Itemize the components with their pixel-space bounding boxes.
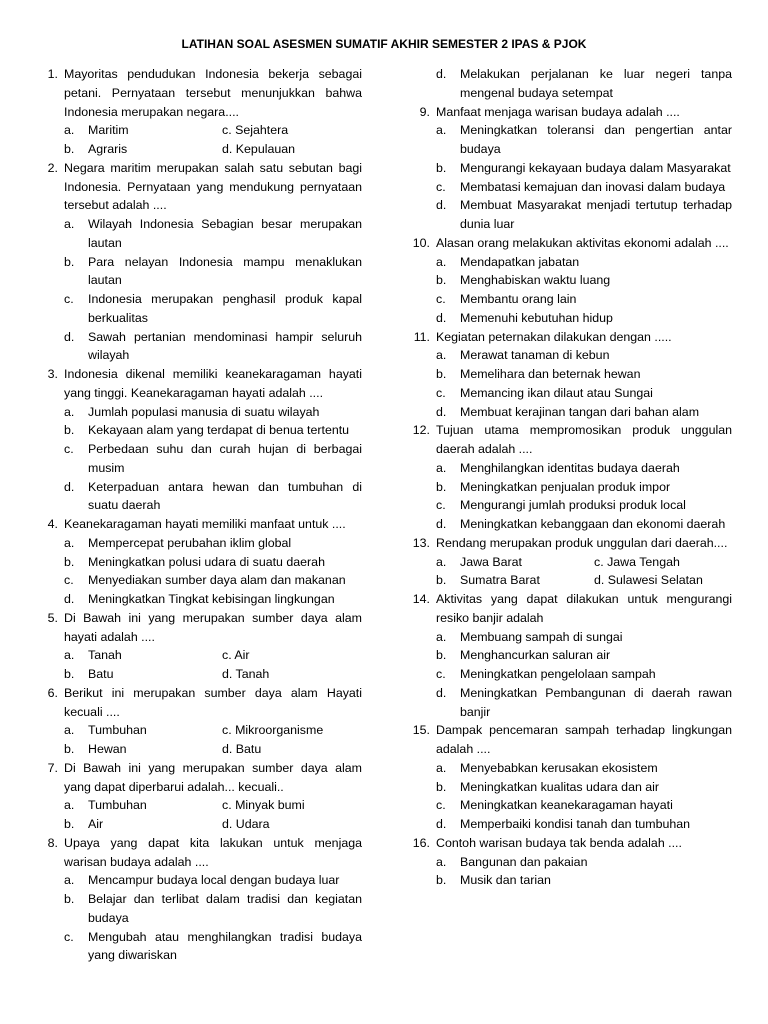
option-text: Meningkatkan polusi udara di suatu daerah xyxy=(88,554,325,569)
answer-option xyxy=(402,496,732,515)
answer-option xyxy=(402,684,732,722)
question-item xyxy=(30,834,362,872)
answer-option xyxy=(30,403,362,422)
option-letter: d. xyxy=(64,592,75,606)
question-number: 7. xyxy=(47,760,58,775)
answer-option xyxy=(402,778,732,797)
question-text: Dampak pencemaran sampah terhadap lingkungan adalah .... xyxy=(436,723,732,756)
option-text: Belajar dan terlibat dalam tradisi dan kegiatan budaya xyxy=(88,892,362,925)
question-text: Keanekaragaman hayati memiliki manfaat untuk .... xyxy=(64,517,346,531)
question-item xyxy=(30,159,362,215)
option-letter: d. xyxy=(436,817,447,831)
question-item xyxy=(402,534,732,553)
left-column xyxy=(30,65,362,965)
option-text: Meningkatkan Tingkat kebisingan lingkungan xyxy=(88,592,335,606)
answer-option xyxy=(402,121,732,159)
option-text: Menghilangkan identitas budaya daerah xyxy=(460,460,680,475)
answer-option xyxy=(30,571,362,590)
option-text: Keterpaduan antara hewan dan tumbuhan di suatu daerah xyxy=(88,479,362,513)
option-text: Menghabiskan waktu luang xyxy=(460,273,611,288)
option-letter: b. xyxy=(436,273,447,288)
option-letter: b. xyxy=(64,423,75,438)
option-text: Membantu orang lain xyxy=(460,292,577,306)
question-item xyxy=(402,590,732,628)
option-letter: c. xyxy=(436,385,446,400)
question-number: 1. xyxy=(47,67,58,81)
option-letter: a. xyxy=(436,554,447,569)
option-text: Merawat tanaman di kebun xyxy=(460,348,610,363)
option-letter: a. xyxy=(64,123,75,138)
option-text: Membuat Masyarakat menjadi tertutup terhadap dunia luar xyxy=(460,198,732,231)
question-item xyxy=(30,609,362,647)
option-text: Memenuhi kebutuhan hidup xyxy=(460,310,613,325)
option-letter: c. xyxy=(436,498,446,513)
option-letter: b. xyxy=(64,254,75,269)
answer-option xyxy=(30,534,362,553)
option-text-secondary: d. Tanah xyxy=(222,667,270,681)
option-letter: b. xyxy=(64,667,75,681)
answer-option xyxy=(402,178,732,197)
option-text: Memelihara dan beternak hewan xyxy=(460,367,641,381)
right-column xyxy=(402,65,732,890)
option-text: Mengurangi jumlah produksi produk local xyxy=(460,498,686,513)
question-item xyxy=(30,65,362,121)
question-item xyxy=(402,328,732,347)
answer-option xyxy=(402,196,732,234)
question-text: Di Bawah ini yang merupakan sumber daya alam yang dapat diperbarui adalah... kecuali.. xyxy=(64,760,362,794)
option-letter: c. xyxy=(64,292,74,306)
option-text: Wilayah Indonesia Sebagian besar merupakan lautan xyxy=(88,217,362,250)
question-number: 14. xyxy=(412,592,430,606)
answer-option-pair xyxy=(402,553,732,572)
option-text: Memperbaiki kondisi tanah dan tumbuhan xyxy=(460,817,691,831)
option-text: Tumbuhan xyxy=(88,798,147,813)
option-text: Membuang sampah di sungai xyxy=(460,629,623,644)
question-text: Upaya yang dapat kita lakukan untuk menjaga warisan budaya adalah .... xyxy=(64,835,362,869)
question-text: Manfaat menjaga warisan budaya adalah .... xyxy=(436,104,680,119)
option-letter: d. xyxy=(436,404,447,419)
option-letter: b. xyxy=(436,873,447,888)
answer-option xyxy=(402,384,732,403)
option-text-secondary: d. Kepulauan xyxy=(222,142,296,156)
option-text-secondary: c. Mikroorganisme xyxy=(222,723,324,738)
option-text: Menyebabkan kerusakan ekosistem xyxy=(460,760,658,775)
option-text: Mencampur budaya local dengan budaya luar xyxy=(88,873,340,888)
question-item xyxy=(402,234,732,253)
option-text: Bangunan dan pakaian xyxy=(460,854,588,869)
option-letter: c. xyxy=(436,179,446,194)
option-text-secondary: d. Sulawesi Selatan xyxy=(594,573,703,588)
answer-option xyxy=(30,590,362,609)
question-text: Kegiatan peternakan dilakukan dengan ..... xyxy=(436,329,672,344)
answer-option-pair xyxy=(30,140,362,159)
option-text: Meningkatkan keanekaragaman hayati xyxy=(460,798,673,813)
option-text: Jawa Barat xyxy=(460,554,522,569)
option-letter: a. xyxy=(64,404,75,419)
option-letter: b. xyxy=(436,648,447,663)
question-text: Indonesia dikenal memiliki keanekaragaman hayati yang tinggi. Keanekaragaman hayati adalah .... xyxy=(64,367,362,400)
option-letter: a. xyxy=(64,535,75,550)
option-letter: c. xyxy=(64,929,74,944)
option-text-secondary: c. Air xyxy=(222,648,250,663)
option-text: Membatasi kemajuan dan inovasi dalam budaya xyxy=(460,179,726,194)
option-text: Mengurangi kekayaan budaya dalam Masyarakat xyxy=(460,160,731,175)
option-letter: c. xyxy=(64,442,74,456)
option-text: Para nelayan Indonesia mampu menaklukan lautan xyxy=(88,254,362,288)
answer-option-pair xyxy=(30,646,362,665)
option-text: Sumatra Barat xyxy=(460,573,540,588)
question-item xyxy=(402,103,732,122)
option-letter: c. xyxy=(436,667,446,681)
question-item xyxy=(402,421,732,459)
answer-option xyxy=(30,215,362,253)
answer-option xyxy=(402,478,732,497)
question-text: Aktivitas yang dapat dilakukan untuk mengurangi resiko banjir adalah xyxy=(436,592,732,625)
page-title: LATIHAN SOAL ASESMEN SUMATIF AKHIR SEMESTER 2 IPAS & PJOK xyxy=(181,37,587,51)
answer-option xyxy=(402,309,732,328)
question-number: 4. xyxy=(47,517,58,531)
option-letter: a. xyxy=(64,723,75,738)
option-letter: a. xyxy=(436,348,447,363)
answer-option xyxy=(30,478,362,516)
option-text: Meningkatkan pengelolaan sampah xyxy=(460,667,656,681)
option-letter: b. xyxy=(436,573,447,588)
option-text: Mendapatkan jabatan xyxy=(460,254,580,269)
option-text-secondary: c. Sejahtera xyxy=(222,123,289,138)
question-text: Contoh warisan budaya tak benda adalah .... xyxy=(436,835,682,850)
option-letter: d. xyxy=(436,517,447,531)
answer-option xyxy=(402,253,732,272)
question-number: 3. xyxy=(47,367,58,381)
option-text: Menyediakan sumber daya alam dan makanan xyxy=(88,573,346,588)
option-text-secondary: c. Minyak bumi xyxy=(222,798,305,813)
option-letter: b. xyxy=(64,817,75,831)
option-text-secondary: d. Udara xyxy=(222,817,270,831)
question-text: Di Bawah ini yang merupakan sumber daya alam hayati adalah .... xyxy=(64,610,362,644)
option-text: Batu xyxy=(88,667,114,681)
option-letter: a. xyxy=(64,798,75,813)
answer-option xyxy=(402,853,732,872)
option-text: Jumlah populasi manusia di suatu wilayah xyxy=(88,404,320,419)
option-letter: d. xyxy=(64,329,75,344)
answer-option xyxy=(30,290,362,328)
question-item xyxy=(30,365,362,403)
answer-option xyxy=(402,815,732,834)
answer-option xyxy=(30,553,362,572)
question-text: Berikut ini merupakan sumber daya alam Hayati kecuali .... xyxy=(64,685,362,719)
question-item xyxy=(30,684,362,722)
answer-option-pair xyxy=(402,571,732,590)
option-text-secondary: c. Jawa Tengah xyxy=(594,554,680,569)
option-letter: b. xyxy=(64,142,75,156)
option-text: Meningkatkan kualitas udara dan air xyxy=(460,779,660,794)
question-text: Rendang merupakan produk unggulan dari daerah.... xyxy=(436,535,728,550)
question-item xyxy=(30,515,362,534)
option-letter: a. xyxy=(436,123,447,138)
option-text: Meningkatkan kebanggaan dan ekonomi daerah xyxy=(460,517,726,531)
option-text: Perbedaan suhu dan curah hujan di berbagai musim xyxy=(88,442,362,475)
answer-option xyxy=(30,421,362,440)
option-text: Melakukan perjalanan ke luar negeri tanpa mengenal budaya setempat xyxy=(460,67,732,100)
option-letter: a. xyxy=(64,217,75,231)
answer-option xyxy=(402,271,732,290)
option-text: Indonesia merupakan penghasil produk kapal berkualitas xyxy=(88,292,362,325)
answer-option xyxy=(402,759,732,778)
answer-option xyxy=(402,65,732,103)
option-text: Meningkatkan penjualan produk impor xyxy=(460,479,671,494)
option-letter: a. xyxy=(64,648,75,663)
option-letter: a. xyxy=(436,460,447,475)
option-letter: a. xyxy=(436,629,447,644)
option-text: Air xyxy=(88,817,104,831)
option-letter: a. xyxy=(436,854,447,869)
option-letter: a. xyxy=(436,760,447,775)
option-text: Mempercepat perubahan iklim global xyxy=(88,535,292,550)
answer-option xyxy=(402,796,732,815)
option-text: Tumbuhan xyxy=(88,723,147,738)
option-letter: c. xyxy=(436,292,446,306)
answer-option xyxy=(402,646,732,665)
question-text: Alasan orang melakukan aktivitas ekonomi adalah .... xyxy=(436,235,729,250)
answer-option xyxy=(402,290,732,309)
question-number: 15. xyxy=(412,723,430,738)
answer-option xyxy=(402,159,732,178)
option-text: Musik dan tarian xyxy=(460,873,551,888)
question-number: 5. xyxy=(47,610,58,625)
answer-option xyxy=(402,871,732,890)
question-text: Tujuan utama mempromosikan produk unggulan daerah adalah .... xyxy=(436,423,732,456)
option-text: Hewan xyxy=(88,742,127,756)
option-text-secondary: d. Batu xyxy=(222,742,262,756)
question-number: 11. xyxy=(413,329,430,344)
answer-option xyxy=(30,328,362,366)
answer-option-pair xyxy=(30,815,362,834)
answer-option xyxy=(30,871,362,890)
answer-option-pair xyxy=(30,796,362,815)
option-letter: c. xyxy=(64,573,74,588)
option-text: Memancing ikan dilaut atau Sungai xyxy=(460,385,653,400)
option-text: Mengubah atau menghilangkan tradisi budaya yang diwariskan xyxy=(88,929,362,963)
option-letter: d. xyxy=(436,685,447,700)
answer-option-pair xyxy=(30,665,362,684)
option-letter: b. xyxy=(436,479,447,494)
option-letter: a. xyxy=(436,254,447,269)
option-letter: a. xyxy=(64,873,75,888)
question-text: Mayoritas pendudukan Indonesia bekerja sebagai petani. Pernyataan tersebut menunjukkan bahwa Indonesia merupakan negara.... xyxy=(64,67,362,119)
option-text: Meningkatkan toleransi dan pengertian antar budaya xyxy=(460,123,732,156)
question-number: 10. xyxy=(412,235,430,250)
question-number: 12. xyxy=(412,423,430,438)
answer-option xyxy=(402,346,732,365)
question-item xyxy=(30,759,362,797)
answer-option xyxy=(402,403,732,422)
answer-option xyxy=(402,515,732,534)
option-text: Agraris xyxy=(88,142,128,156)
question-number: 16. xyxy=(412,835,430,850)
option-letter: b. xyxy=(436,779,447,794)
option-text: Maritim xyxy=(88,123,129,138)
option-letter: b. xyxy=(64,892,75,906)
option-letter: b. xyxy=(436,160,447,175)
question-number: 9. xyxy=(419,104,430,119)
answer-option xyxy=(402,459,732,478)
answer-option-pair xyxy=(30,740,362,759)
option-letter: d. xyxy=(436,310,447,325)
answer-option xyxy=(30,890,362,928)
option-text: Menghancurkan saluran air xyxy=(460,648,611,663)
answer-option xyxy=(402,628,732,647)
question-number: 2. xyxy=(47,160,58,175)
question-text: Negara maritim merupakan salah satu sebutan bagi Indonesia. Pernyataan yang mendukung pernyataan tersebut adalah .... xyxy=(64,160,362,213)
option-letter: c. xyxy=(436,798,446,813)
question-number: 13. xyxy=(412,535,430,550)
option-text: Tanah xyxy=(88,648,122,663)
answer-option-pair xyxy=(30,121,362,140)
answer-option xyxy=(30,928,362,966)
answer-option-pair xyxy=(30,721,362,740)
question-number: 8. xyxy=(47,835,58,850)
question-number: 6. xyxy=(47,685,58,700)
option-letter: b. xyxy=(436,367,447,381)
question-item xyxy=(402,721,732,759)
option-text: Sawah pertanian mendominasi hampir seluruh wilayah xyxy=(88,329,362,363)
option-text: Membuat kerajinan tangan dari bahan alam xyxy=(460,404,700,419)
option-letter: b. xyxy=(64,742,75,756)
answer-option xyxy=(402,665,732,684)
answer-option xyxy=(402,365,732,384)
option-letter: d. xyxy=(436,67,447,81)
option-letter: d. xyxy=(64,479,75,494)
option-text: Meningkatkan Pembangunan di daerah rawan banjir xyxy=(460,685,732,719)
answer-option xyxy=(30,253,362,291)
option-letter: b. xyxy=(64,554,75,569)
option-letter: d. xyxy=(436,198,447,213)
question-item xyxy=(402,834,732,853)
option-text: Kekayaan alam yang terdapat di benua tertentu xyxy=(88,423,350,438)
answer-option xyxy=(30,440,362,478)
